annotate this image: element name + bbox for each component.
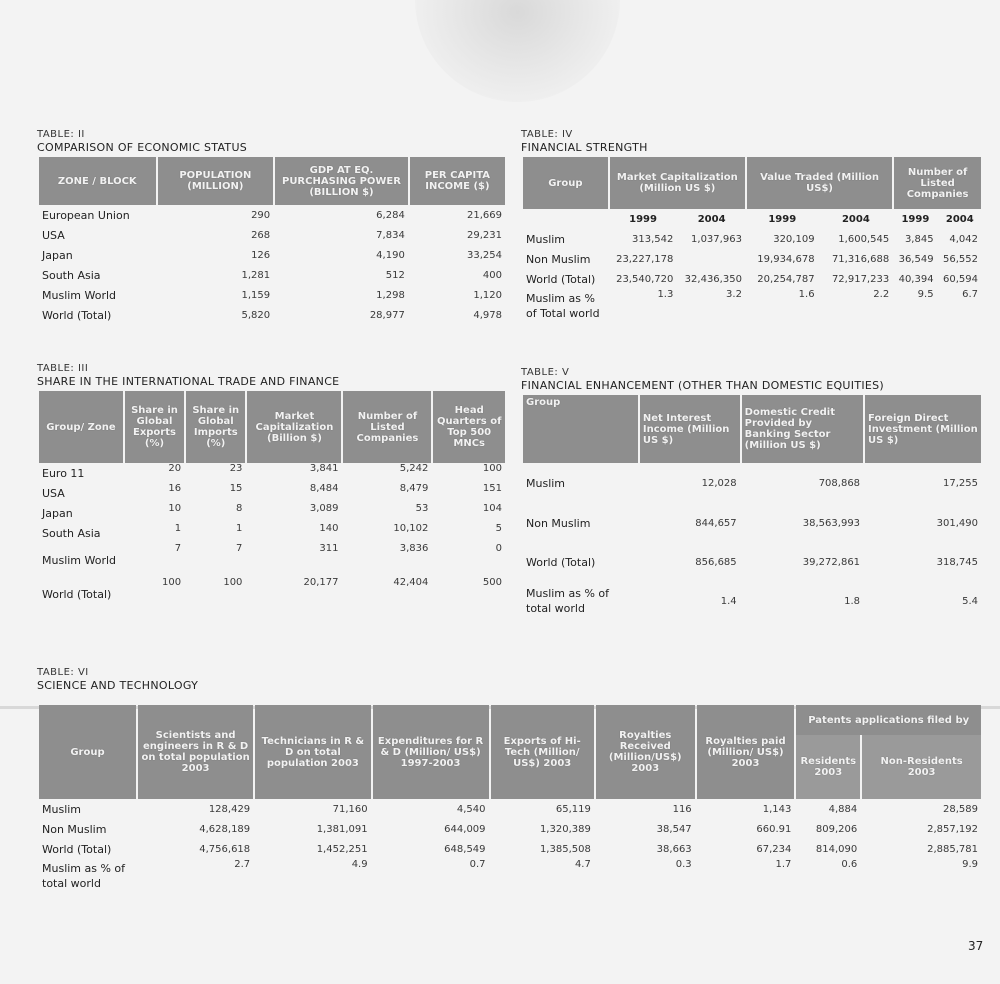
- table-5-title: FINANCIAL ENHANCEMENT (OTHER THAN DOMESTIC EQUITIES): [521, 379, 885, 392]
- row-label: European Union: [42, 208, 130, 222]
- table-cell: 28,589: [943, 803, 978, 815]
- table-cell: 65,119: [555, 803, 591, 815]
- table-5: [521, 395, 983, 621]
- table-cell: 28,977: [369, 309, 405, 321]
- row-label: Muslim World: [42, 553, 117, 567]
- table-6-header: Group: [39, 705, 136, 799]
- table-2-header: PER CAPITA INCOME ($): [410, 157, 505, 205]
- row-label: South Asia: [42, 268, 101, 282]
- table-cell: 20: [168, 463, 182, 474]
- table-3-header: Market Capitalization (Billion $): [247, 391, 341, 463]
- table-2-header: GDP AT EQ. PURCHASING POWER (BILLION $): [275, 157, 408, 205]
- table-cell: 4,628,189: [199, 823, 251, 835]
- table-cell: 301,490: [936, 517, 978, 529]
- year-label: 2004: [841, 213, 870, 225]
- table-row: [39, 799, 981, 819]
- table-cell: 7: [174, 543, 182, 554]
- table-row: [39, 859, 981, 893]
- table-cell: 71,160: [332, 803, 368, 815]
- table-cell: 39,272,861: [802, 556, 861, 568]
- table-5-header: Foreign Direct Investment (Million US $): [865, 395, 981, 463]
- table-row: [39, 245, 505, 265]
- table-row: [523, 229, 981, 249]
- table-cell: 72,917,233: [831, 273, 890, 285]
- table-cell: 151: [482, 483, 502, 494]
- table-5-label: TABLE: V: [521, 367, 570, 378]
- row-label: World (Total): [526, 555, 596, 569]
- table-cell: 5,820: [241, 309, 271, 321]
- table-cell: 0.7: [469, 859, 486, 870]
- table-cell: 3.2: [726, 289, 742, 300]
- table-4-header: Value Traded (Million US$): [747, 157, 892, 209]
- row-label: Non Muslim: [526, 252, 591, 266]
- table-cell: 12,028: [701, 477, 737, 489]
- table-4-label: TABLE: IV: [521, 129, 573, 140]
- table-3: [37, 391, 507, 611]
- table-2-title: COMPARISON OF ECONOMIC STATUS: [37, 141, 248, 154]
- table-cell: 16: [168, 483, 182, 494]
- table-6-header: Scientists and engineers in R & D on total population 2003: [138, 705, 253, 799]
- table-6-subheader: Residents 2003: [796, 735, 860, 799]
- table-3-header: Share in Global Imports (%): [186, 391, 245, 463]
- table-cell: 644,009: [444, 823, 486, 835]
- table-cell: 7,834: [376, 229, 405, 241]
- table-4-header: Group: [523, 157, 608, 209]
- row-label: Muslim: [42, 802, 82, 816]
- row-label: Non Muslim: [526, 516, 591, 530]
- page-number: 37: [968, 939, 984, 953]
- table-cell: 3,841: [309, 463, 339, 474]
- table-cell: 42,404: [393, 577, 429, 588]
- table-cell: 4,978: [473, 309, 502, 321]
- table-cell: 268: [251, 229, 271, 241]
- table-cell: 1: [174, 523, 182, 534]
- table-row: [523, 249, 981, 269]
- year-label: 1999: [629, 213, 657, 225]
- table-3-header: Number of Listed Companies: [343, 391, 431, 463]
- table-cell: 8,484: [309, 483, 339, 494]
- table-cell: 100: [162, 577, 182, 588]
- table-4: [521, 157, 983, 323]
- table-4-title: FINANCIAL STRENGTH: [521, 141, 648, 154]
- row-label: Non Muslim: [42, 822, 107, 836]
- table-cell: 10: [168, 503, 182, 514]
- row-label: World (Total): [42, 308, 112, 322]
- table-6-title: SCIENCE AND TECHNOLOGY: [37, 679, 199, 692]
- row-label: Japan: [42, 506, 73, 520]
- table-cell: 0.3: [675, 859, 692, 870]
- table-cell: 1.6: [798, 289, 815, 300]
- year-label: 2004: [945, 213, 974, 225]
- table-cell: 512: [385, 269, 405, 281]
- table-cell: 708,868: [818, 477, 861, 489]
- table-cell: 67,234: [756, 843, 792, 855]
- table-6-header: Royalties Received (Million/US$) 2003: [596, 705, 695, 799]
- table-cell: 2.2: [873, 289, 890, 300]
- table-cell: 9.5: [917, 289, 934, 300]
- table-cell: 36,549: [898, 253, 934, 265]
- table-row: [523, 463, 981, 503]
- table-cell: 844,657: [695, 517, 737, 529]
- table-cell: 38,663: [656, 843, 692, 855]
- table-6-label: TABLE: VI: [37, 667, 89, 678]
- table-cell: 3,845: [904, 233, 934, 245]
- table-4-header: Number of Listed Companies: [894, 157, 981, 209]
- table-cell: 1: [236, 523, 243, 534]
- table-3-label: TABLE: III: [37, 363, 89, 374]
- table-cell: 1.3: [657, 289, 674, 300]
- table-row: [523, 289, 981, 323]
- table-row: [523, 269, 981, 289]
- table-cell: 17,255: [943, 477, 978, 489]
- table-cell: 53: [415, 503, 429, 514]
- row-label: USA: [42, 228, 65, 242]
- table-row: [39, 225, 505, 245]
- row-label: Muslim as % of total world: [42, 862, 126, 890]
- table-cell: 104: [482, 503, 502, 514]
- table-cell: 500: [482, 577, 502, 588]
- table-cell: 0.6: [841, 859, 858, 870]
- table-row: [523, 503, 981, 543]
- table-row: [39, 819, 981, 839]
- table-cell: 1,600,545: [838, 233, 890, 245]
- table-cell: 60,594: [943, 273, 978, 285]
- table-cell: [678, 249, 745, 269]
- table-2-section: [37, 128, 507, 325]
- table-2: [37, 157, 507, 325]
- row-label: Muslim as % of Total world: [526, 292, 600, 320]
- table-cell: 71,316,688: [831, 253, 890, 265]
- table-cell: 320,109: [773, 233, 815, 245]
- table-cell: 1,159: [241, 289, 271, 301]
- row-label: World (Total): [526, 272, 596, 286]
- table-cell: 20,177: [303, 577, 339, 588]
- table-row: [39, 205, 505, 225]
- table-cell: 3,089: [309, 503, 339, 514]
- table-cell: 15: [229, 483, 243, 494]
- table-cell: 1,120: [473, 289, 502, 301]
- table-row: [39, 483, 505, 503]
- table-cell: 4,540: [456, 803, 486, 815]
- table-3-header: Group/ Zone: [39, 391, 123, 463]
- table-cell: 4.7: [574, 859, 591, 870]
- row-label: Euro 11: [42, 466, 85, 480]
- year-label: 2004: [697, 213, 726, 225]
- table-row: [39, 305, 505, 325]
- table-cell: 1.8: [844, 595, 861, 607]
- row-label: USA: [42, 486, 65, 500]
- row-label: Muslim: [526, 476, 566, 490]
- table-cell: 1,320,389: [539, 823, 591, 835]
- row-label: World (Total): [42, 587, 112, 601]
- table-6: [37, 705, 983, 893]
- table-cell: 23,227,178: [616, 253, 674, 265]
- table-cell: 4.9: [351, 859, 368, 870]
- table-3-header: Share in Global Exports (%): [125, 391, 184, 463]
- table-row: [39, 523, 505, 543]
- table-cell: 116: [672, 803, 692, 815]
- table-cell: 4,756,618: [199, 843, 251, 855]
- table-cell: 8,479: [399, 483, 429, 494]
- table-cell: 10,102: [393, 523, 429, 534]
- table-cell: 660.91: [756, 823, 792, 835]
- table-cell: 2,857,192: [927, 823, 978, 835]
- table-6-header: Patents applications filed by: [796, 705, 981, 735]
- table-cell: 126: [251, 249, 271, 261]
- table-6-section: [37, 666, 983, 893]
- table-row: [39, 463, 505, 483]
- table-5-header: Net Interest Income (Million US $): [640, 395, 740, 463]
- table-cell: 648,549: [444, 843, 486, 855]
- table-cell: 1.7: [775, 859, 792, 870]
- table-cell: 5.4: [962, 595, 978, 607]
- table-cell: 1,143: [762, 803, 792, 815]
- table-2-header: ZONE / BLOCK: [39, 157, 156, 205]
- table-cell: 1,452,251: [316, 843, 368, 855]
- row-label: Muslim World: [42, 288, 117, 302]
- table-cell: 1.4: [720, 595, 737, 607]
- table-cell: 6,284: [376, 209, 405, 221]
- table-cell: 8: [236, 503, 243, 514]
- table-cell: 38,563,993: [802, 517, 861, 529]
- table-cell: 4,042: [949, 233, 978, 245]
- row-label: Japan: [42, 248, 73, 262]
- table-cell: 20,254,787: [757, 273, 815, 285]
- table-6-subheader: Non-Residents 2003: [862, 735, 981, 799]
- table-cell: 32,436,350: [684, 273, 742, 285]
- table-row: [523, 581, 981, 621]
- table-cell: 814,090: [815, 843, 858, 855]
- table-2-header: POPULATION (MILLION): [158, 157, 274, 205]
- row-label: South Asia: [42, 526, 101, 540]
- table-4-section: [521, 128, 983, 323]
- table-cell: 1,298: [376, 289, 405, 301]
- table-cell: 0: [495, 543, 502, 554]
- year-label: 1999: [901, 213, 930, 225]
- table-3-section: [37, 362, 507, 611]
- table-cell: 100: [223, 577, 243, 588]
- table-cell: 1,037,963: [691, 233, 742, 245]
- table-cell: 40,394: [898, 273, 934, 285]
- table-cell: 5: [495, 523, 502, 534]
- table-cell: 311: [319, 543, 339, 554]
- table-cell: 38,547: [656, 823, 692, 835]
- table-row: [523, 543, 981, 581]
- table-cell: 856,685: [695, 556, 737, 568]
- table-cell: 2,885,781: [927, 843, 978, 855]
- table-cell: 19,934,678: [757, 253, 815, 265]
- table-cell: 100: [482, 463, 502, 474]
- table-cell: 6.7: [962, 289, 978, 300]
- table-cell: 9.9: [962, 859, 978, 870]
- table-row: [39, 503, 505, 523]
- table-cell: 1,385,508: [539, 843, 591, 855]
- table-3-header: Head Quarters of Top 500 MNCs: [433, 391, 505, 463]
- table-cell: 809,206: [815, 823, 858, 835]
- table-cell: 5,242: [399, 463, 429, 474]
- table-cell: 4,190: [376, 249, 405, 261]
- table-cell: 290: [251, 209, 271, 221]
- table-cell: 1,381,091: [316, 823, 368, 835]
- table-5-header: Domestic Credit Provided by Banking Sector (Million US $): [742, 395, 863, 463]
- table-row: [39, 285, 505, 305]
- table-cell: 313,542: [631, 233, 674, 245]
- table-cell: 1,281: [241, 269, 271, 281]
- table-cell: 2.7: [234, 859, 251, 870]
- table-cell: 318,745: [936, 556, 978, 568]
- table-cell: 56,552: [943, 253, 978, 265]
- table-4-header: Market Capitalization (Million US $): [610, 157, 745, 209]
- table-5-section: [521, 366, 983, 621]
- table-row: [39, 543, 505, 577]
- row-label: Muslim as % of total world: [526, 587, 610, 615]
- table-6-header: Technicians in R & D on total population 2003: [255, 705, 370, 799]
- table-6-header: Exports of Hi-Tech (Million/ US$) 2003: [491, 705, 594, 799]
- table-cell: 23,540,720: [616, 273, 674, 285]
- table-6-header: Expenditures for R & D (Million/ US$) 1997-2003: [373, 705, 489, 799]
- table-6-header: Royalties paid (Million/ US$) 2003: [697, 705, 795, 799]
- table-cell: 3,836: [399, 543, 429, 554]
- year-label: 1999: [768, 213, 797, 225]
- table-cell: 23: [229, 463, 243, 474]
- row-label: Muslim: [526, 232, 566, 246]
- table-5-header: Group: [523, 395, 638, 463]
- table-cell: 4,884: [828, 803, 858, 815]
- table-cell: 33,254: [467, 249, 502, 261]
- table-cell: 21,669: [467, 209, 502, 221]
- table-cell: 29,231: [467, 229, 502, 241]
- table-cell: 140: [319, 523, 339, 534]
- table-cell: 400: [482, 269, 502, 281]
- table-row: [39, 839, 981, 859]
- table-row: [39, 577, 505, 611]
- table-row: [39, 265, 505, 285]
- table-2-label: TABLE: II: [37, 129, 85, 140]
- table-cell: 128,429: [208, 803, 251, 815]
- row-label: World (Total): [42, 842, 112, 856]
- table-cell: 7: [236, 543, 243, 554]
- table-3-title: SHARE IN THE INTERNATIONAL TRADE AND FINANCE: [37, 375, 340, 388]
